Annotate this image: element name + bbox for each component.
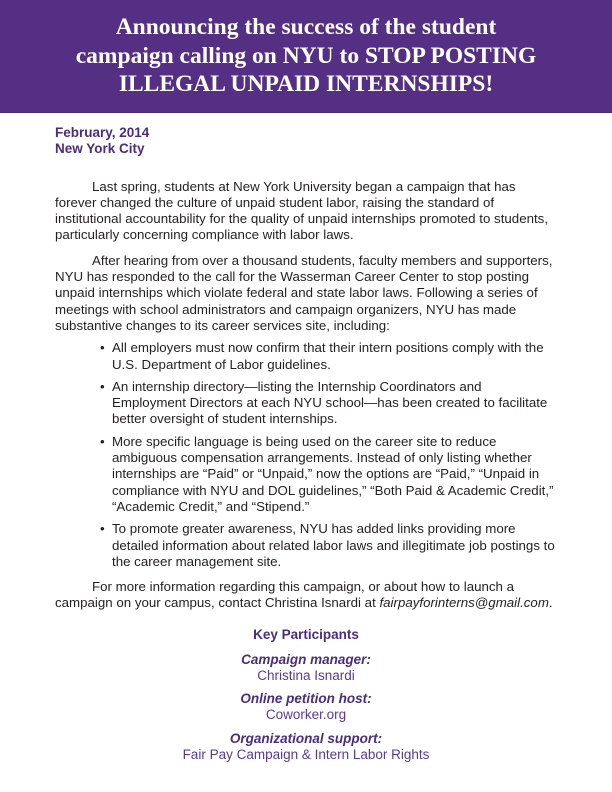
participant-entry-petition-host <box>55 691 557 724</box>
participants-heading: Key Participants <box>253 626 359 642</box>
list-item-internship-directory: • An internship directory—listing the Internship Coordinators and Employment Directors at each NYU school—has been created to facilitate better oversight of student internships. <box>55 379 557 428</box>
dateline-city: New York City <box>55 140 145 156</box>
flyer-body <box>0 113 612 763</box>
contact-text: For more information regarding this campaign, or about how to launch a campaign on your campus, contact Christina Isnardi at <box>55 579 515 611</box>
participant-label: Organizational support: <box>229 730 383 746</box>
participant-label: Online petition host: <box>240 691 372 707</box>
participant-value: Coworker.org <box>265 707 347 723</box>
contact-period: . <box>548 595 553 611</box>
header-banner <box>0 0 612 113</box>
dateline <box>55 125 557 157</box>
banner-title-line-3: ILLEGAL UNPAID INTERNSHIPS! <box>118 71 494 98</box>
paragraph-intro: Last spring, students at New York University began a campaign that has forever changed the culture of unpaid student labor, raising the standard of institutional accountability for the quality of unpaid internships promoted to students, particularly concerning compliance with labor laws. <box>55 178 549 243</box>
list-item-employer-confirmation: • All employers must now confirm that their intern positions comply with the U.S. Department of Labor guidelines. <box>55 340 557 373</box>
paragraph-response: After hearing from over a thousand students, faculty members and supporters, NYU has responded to the call for the Wasserman Career Center to stop posting unpaid internships which violate federal and state labor laws. Following a series of meetings with school administrators and campaign organizers, NYU has made substantive changes to its career services site, including: <box>55 252 553 333</box>
paragraph-contact <box>55 579 557 612</box>
participant-value: Christina Isnardi <box>257 667 355 683</box>
participant-value: Fair Pay Campaign & Intern Labor Rights <box>182 746 430 762</box>
key-participants-section <box>55 627 557 764</box>
list-item-specific-language: • More specific language is being used on the career site to reduce ambiguous compensation arrangements. Instead of only listing whether internships are “Paid” or “Unpaid,” now the options are “Paid,” “Unpaid in compliance with NYU and DOL guidelines,” “Both Paid & Academic Credit,” “Academic Credit,” and “Stipend.” <box>55 434 557 515</box>
participant-entry-organizational-support <box>55 731 557 764</box>
contact-email: fairpayforinterns@gmail.com <box>379 595 549 611</box>
participant-label: Campaign manager: <box>241 651 371 667</box>
banner-title-line-1: Announcing the success of the student <box>115 14 497 41</box>
list-item-awareness-links: • To promote greater awareness, NYU has added links providing more detailed information about related labor laws and illegitimate job postings to the career management site. <box>55 521 557 570</box>
participant-entry-campaign-manager <box>55 652 557 685</box>
changes-list <box>55 340 557 570</box>
dateline-month-year: February, 2014 <box>55 125 150 140</box>
banner-title-line-2: campaign calling on NYU to STOP POSTING <box>75 42 537 69</box>
